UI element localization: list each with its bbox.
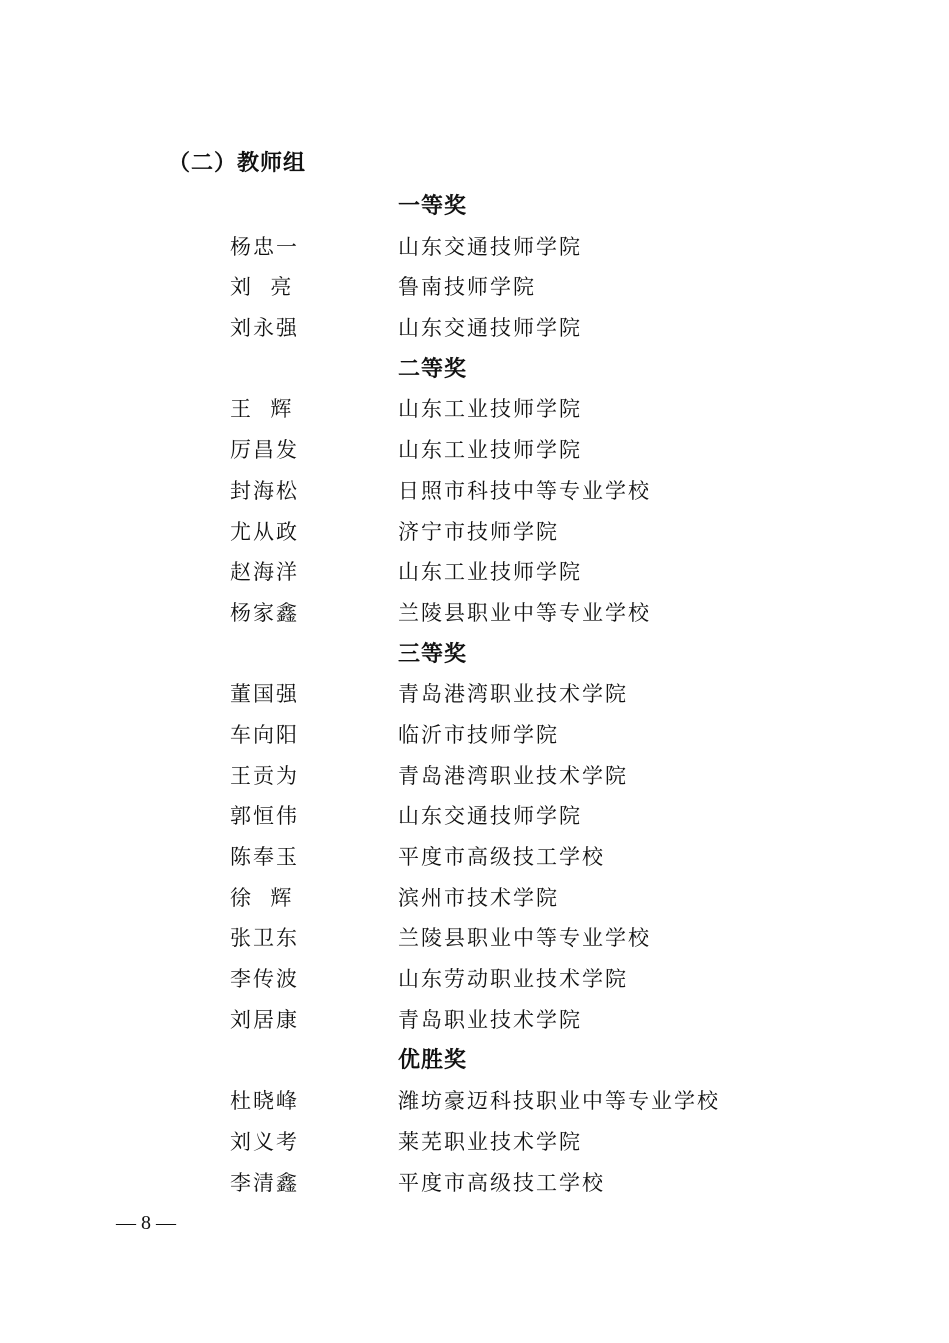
winner-name: 刘永强 [230,316,299,341]
winner-name: 李清鑫 [230,1170,299,1195]
winner-row [0,1161,949,1202]
winner-school: 山东工业技师学院 [398,397,582,422]
winner-school: 平度市高级技工学校 [398,1170,605,1195]
winner-name: 张卫东 [230,926,299,951]
winner-school: 山东交通技师学院 [398,234,582,259]
winner-name: 杜晓峰 [230,1089,299,1114]
award-level: 优胜奖 [398,1048,468,1074]
winner-row [0,265,949,306]
winner-name: 刘 亮 [230,275,294,300]
winner-school: 青岛港湾职业技术学院 [398,682,628,707]
winner-name: 李传波 [230,967,299,992]
winner-name: 陈奉玉 [230,845,299,869]
award-heading-second [0,347,949,388]
winner-name: 王 辉 [230,397,294,422]
award-level: 一等奖 [398,194,468,219]
winner-name: 徐 辉 [230,885,294,910]
page-number: — 8 — [116,1212,176,1234]
winner-name: 厉昌发 [230,438,299,463]
winner-row [0,916,949,957]
winner-name: 董国强 [230,682,299,707]
winner-school: 平度市高级技工学校 [398,845,605,869]
winner-row [0,876,949,917]
winner-name: 杨家鑫 [230,600,299,625]
award-level: 三等奖 [398,641,468,667]
winner-school: 兰陵县职业中等专业学校 [398,926,651,951]
winner-row [0,754,949,795]
winner-row [0,510,949,551]
award-heading-third [0,632,949,673]
section-title: （二）教师组 [168,151,307,176]
winner-row [0,713,949,754]
winner-school: 鲁南技师学院 [398,275,536,300]
winner-school: 潍坊豪迈科技职业中等专业学校 [398,1089,720,1114]
winner-row [0,550,949,591]
winner-name: 杨忠一 [230,234,299,259]
winner-name: 王贡为 [230,763,299,788]
winner-row [0,1120,949,1161]
award-level: 二等奖 [398,356,468,382]
winner-school: 山东交通技师学院 [398,316,582,341]
winner-row [0,387,949,428]
winner-school: 青岛港湾职业技术学院 [398,763,628,788]
winner-school: 临沂市技师学院 [398,722,559,747]
winner-row [0,225,949,266]
winner-school: 日照市科技中等专业学校 [398,478,651,503]
winner-school: 莱芜职业技术学院 [398,1129,582,1154]
winner-school: 山东工业技师学院 [398,438,582,463]
winner-row [0,306,949,347]
winner-school: 滨州市技术学院 [398,885,559,910]
winner-row [0,794,949,835]
winner-row [0,469,949,510]
winner-row [0,835,949,876]
award-heading-honorable [0,1038,949,1079]
award-heading-first [0,184,949,225]
winner-name: 郭恒伟 [230,804,299,829]
winner-row [0,957,949,998]
winner-school: 兰陵县职业中等专业学校 [398,600,651,625]
winner-school: 山东交通技师学院 [398,804,582,829]
award-list [0,184,949,1201]
winner-row [0,672,949,713]
winner-row [0,998,949,1039]
winner-name: 刘居康 [230,1007,299,1032]
winner-school: 济宁市技师学院 [398,519,559,544]
winner-name: 尤从政 [230,519,299,544]
winner-name: 车向阳 [230,722,299,747]
winner-row [0,428,949,469]
winner-school: 山东劳动职业技术学院 [398,967,628,992]
winner-name: 刘义考 [230,1129,299,1154]
winner-row [0,1079,949,1120]
winner-name: 赵海洋 [230,560,299,585]
winner-name: 封海松 [230,478,299,503]
winner-school: 山东工业技师学院 [398,560,582,585]
winner-row [0,591,949,632]
winner-school: 青岛职业技术学院 [398,1007,582,1032]
